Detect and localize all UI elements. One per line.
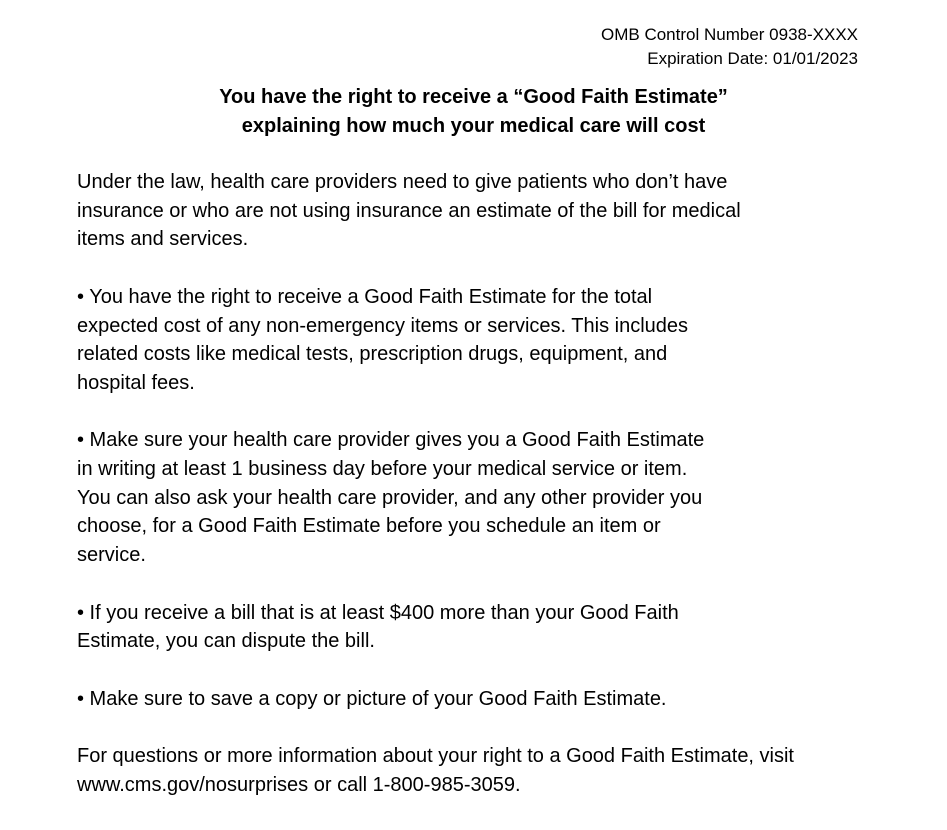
intro-line: Under the law, health care providers need to give patients who don’t have (77, 171, 728, 193)
bullet-line: choose, for a Good Faith Estimate before you schedule an item or (77, 515, 661, 538)
footer-paragraph (77, 742, 877, 799)
bullet-line: expected cost of any non-emergency items or services. This includes (77, 314, 689, 337)
title-line-1: You have the right to receive a “Good Faith Estimate” (219, 86, 728, 108)
document-body (77, 168, 877, 828)
bullet-line: hospital fees. (77, 371, 195, 394)
bullet-line: • Make sure to save a copy or picture of your Good Faith Estimate. (77, 687, 667, 710)
bullet-line: related costs like medical tests, prescription drugs, equipment, and (77, 343, 668, 366)
intro-line: items and services. (77, 228, 249, 251)
footer-line: For questions or more information about your right to a Good Faith Estimate, visit (77, 744, 794, 767)
title-line-2: explaining how much your medical care will cost (241, 115, 706, 137)
bullet-line: service. (77, 544, 146, 567)
header-meta (601, 23, 858, 71)
bullet-written-estimate (77, 426, 877, 570)
bullet-save-copy (77, 685, 877, 714)
intro-paragraph (77, 168, 877, 254)
bullet-line: • If you receive a bill that is at least $400 more than your Good Faith (77, 601, 679, 624)
omb-control-number: OMB Control Number 0938-XXXX (601, 25, 858, 44)
bullet-line: You can also ask your health care provider, and any other provider you (77, 486, 703, 509)
expiration-date: Expiration Date: 01/01/2023 (647, 49, 858, 68)
bullet-right-to-estimate (77, 283, 877, 398)
bullet-line: • Make sure your health care provider gives you a Good Faith Estimate (77, 429, 705, 452)
bullet-line: Estimate, you can dispute the bill. (77, 630, 375, 653)
page-title (0, 83, 947, 141)
bullet-dispute-bill (77, 599, 877, 656)
bullet-line: • You have the right to receive a Good Faith Estimate for the total (77, 285, 653, 308)
footer-line: www.cms.gov/nosurprises or call 1-800-985-3059. (77, 773, 521, 796)
bullet-line: in writing at least 1 business day before your medical service or item. (77, 458, 688, 480)
intro-line: insurance or who are not using insurance an estimate of the bill for medical (77, 199, 741, 222)
